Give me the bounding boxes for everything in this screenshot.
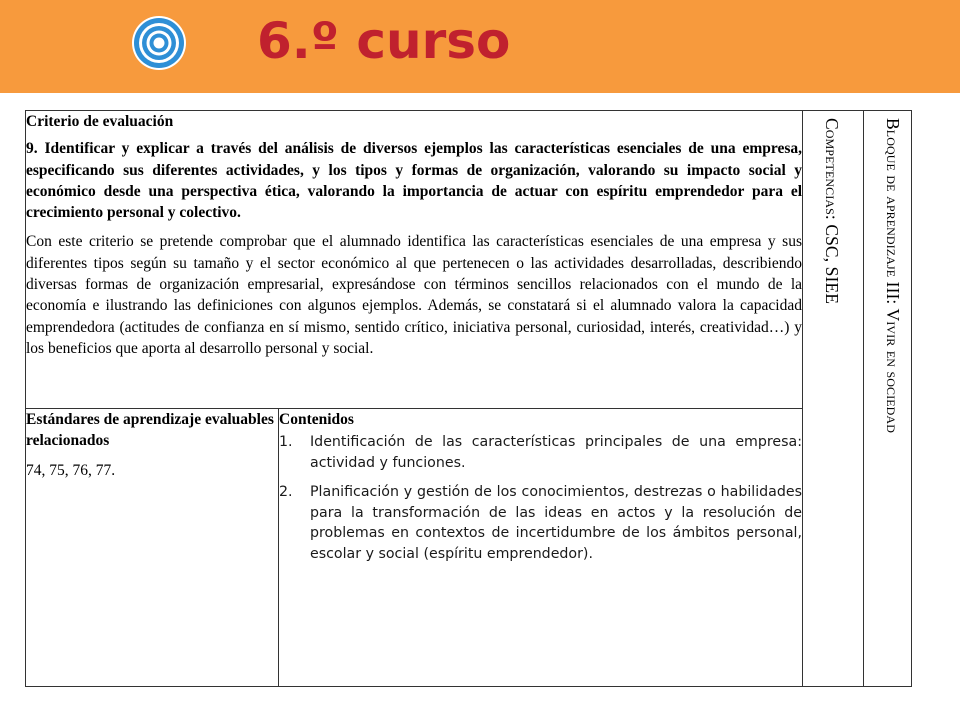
criterio-cell: [26, 111, 803, 409]
estandares-values: 74, 75, 76, 77.: [26, 461, 116, 479]
contenidos-cell: [279, 409, 803, 687]
evaluation-table: [25, 110, 912, 687]
list-item: [279, 432, 802, 473]
concentric-circles-target-icon: [130, 14, 188, 72]
criterio-statement: 9. Identificar y explicar a través del análisis de diversos ejemplos las características esenciales de una empresa, especificando sus diferentes actividades, y los tipos y formas de organización, valorando su impacto social y económico desde una perspectiva ética, valorando la importancia de actuar con espíritu emprendedor para el crecimiento personal y colectivo.: [26, 140, 802, 222]
page-title: 6.º curso: [257, 12, 511, 70]
header-banner: [0, 0, 960, 93]
competencias-text: Competencias: CSC, SIEE: [822, 118, 842, 304]
bloque-text: Bloque de aprendizaje III: Vivir en sociedad: [883, 118, 903, 433]
contenidos-label: Contenidos: [279, 411, 354, 428]
estandares-label: Estándares de aprendizaje evaluables relacionados: [26, 411, 274, 450]
estandares-cell: [26, 409, 279, 687]
list-item-text: Planificación y gestión de los conocimientos, destrezas o habilidades para la transformación de las ideas en actos y la resolución de problemas en contextos de incertidumbre de los ámbitos personal, escolar y social (espíritu emprendedor).: [310, 484, 802, 562]
list-item-text: Identificación de las características principales de una empresa: actividad y funciones.: [310, 434, 802, 471]
criterio-label: Criterio de evaluación: [26, 113, 174, 130]
contenidos-list: [279, 432, 802, 564]
criterio-description: Con este criterio se pretende comprobar que el alumnado identifica las características esenciales de una empresa y sus diferentes tipos según su tamaño y el sector económico al que pertenecen o las actividades desarrolladas, describiendo diversas formas de organización empresarial, expresándose con términos sencillos relacionados con el mundo de la economía e ilustrando las definiciones con algunos ejemplos. Además, se constatará si el alumnado valora la capacidad emprendedora (actitudes de confianza en sí mismo, sentido crítico, iniciativa personal, curiosidad, interés, creatividad…) y los beneficios que aporta al desarrollo personal y social.: [26, 233, 802, 357]
list-item: [279, 482, 802, 564]
list-item-number: 2.: [279, 484, 293, 500]
competencias-cell: [803, 111, 864, 687]
list-item-number: 1.: [279, 434, 293, 450]
bloque-cell: [864, 111, 912, 687]
